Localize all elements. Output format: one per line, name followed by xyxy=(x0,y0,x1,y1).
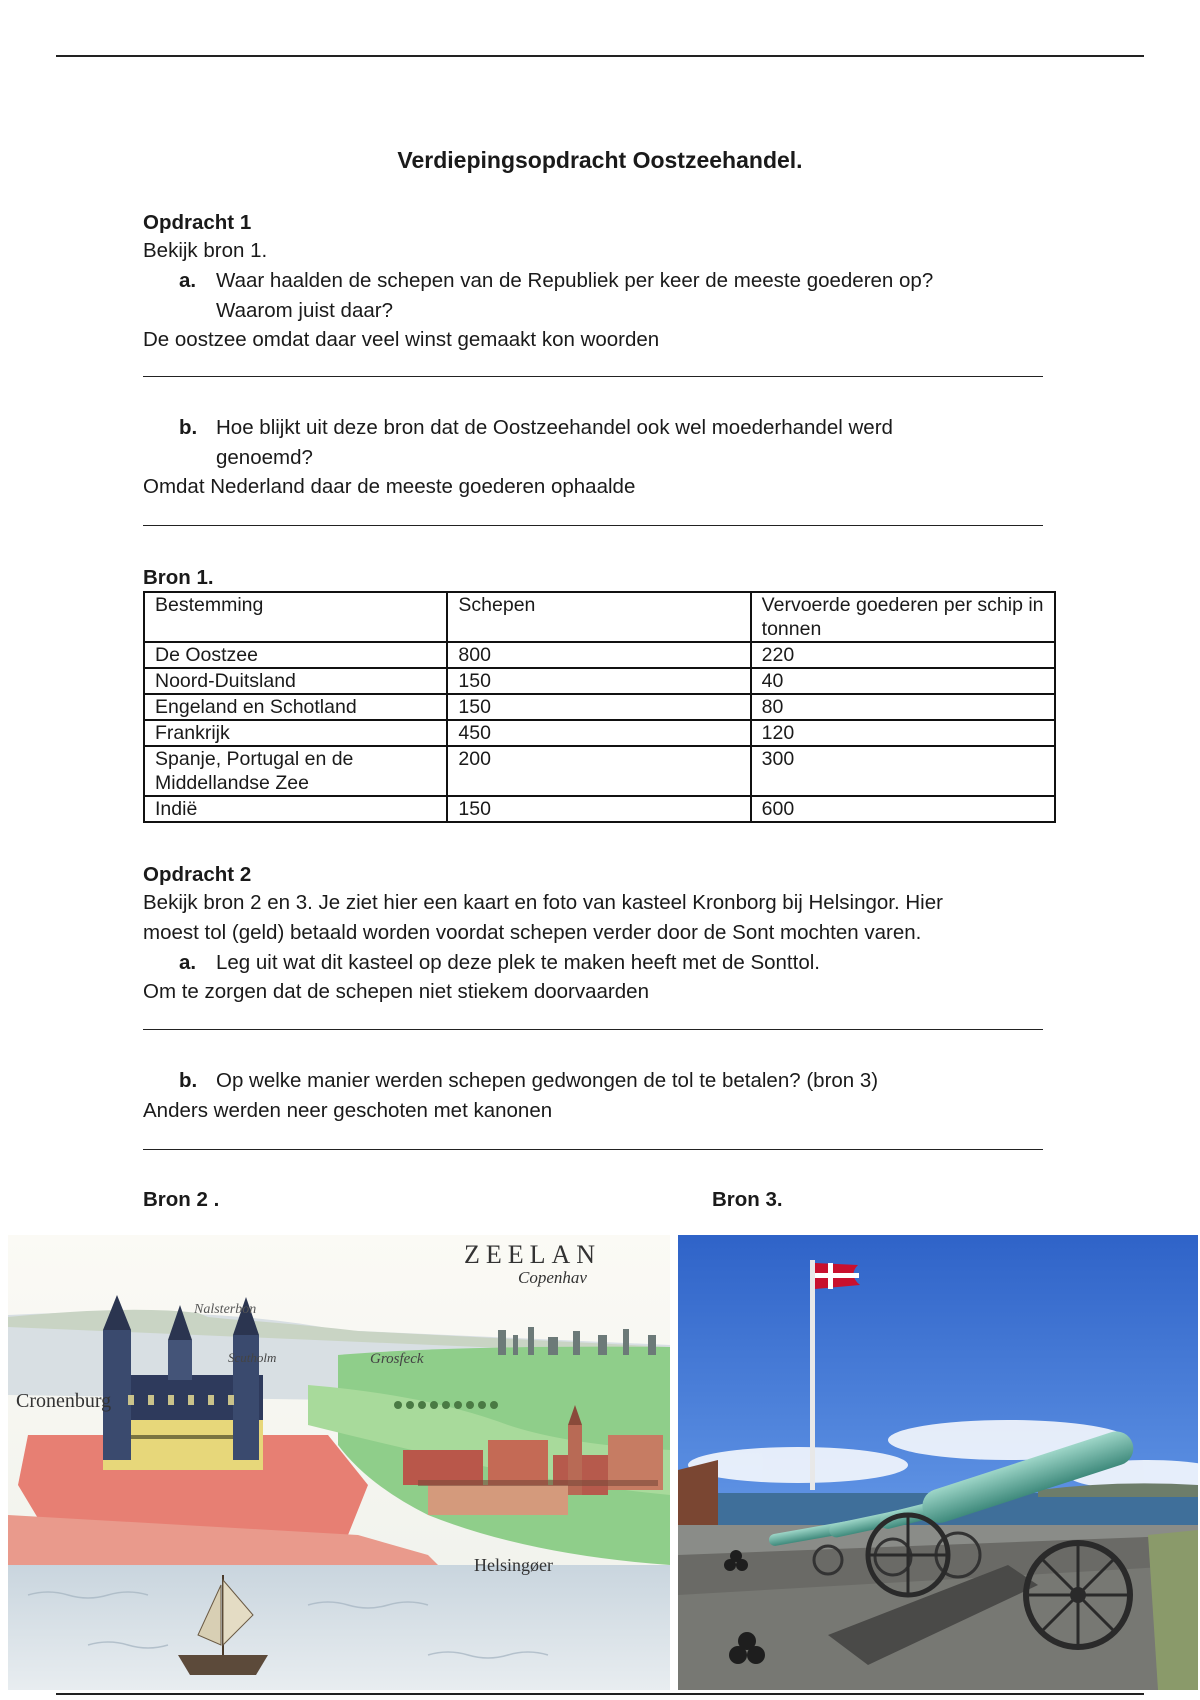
table-cell: 200 xyxy=(447,746,750,796)
table-cell: Spanje, Portugal en de Middellandse Zee xyxy=(144,746,447,796)
header-cell: Vervoerde goederen per schip in tonnen xyxy=(751,592,1055,642)
table-cell: Frankrijk xyxy=(144,720,447,746)
question-text: Hoe blijkt uit deze bron dat de Oostzeehandel ook wel moederhandel werd xyxy=(216,416,893,439)
opdracht1-question-b-cont: genoemd? xyxy=(216,446,313,469)
table-cell: De Oostzee xyxy=(144,642,447,668)
map-label-helsingor: Helsingøer xyxy=(474,1555,553,1575)
header-rule xyxy=(56,55,1144,57)
bron1-table xyxy=(143,591,1056,823)
bron2-title: Bron 2 . xyxy=(143,1188,220,1211)
answer-line xyxy=(143,525,1043,526)
table-row xyxy=(144,746,1055,796)
table-cell: 150 xyxy=(447,668,750,694)
bron2-map-image xyxy=(8,1235,670,1690)
map-label-copenhagen: Copenhav xyxy=(518,1268,587,1287)
question-label: b. xyxy=(179,416,198,439)
table-cell: 120 xyxy=(751,720,1055,746)
cannons-photo-illustration xyxy=(678,1235,1198,1690)
question-text: Op welke manier werden schepen gedwongen de tol te betalen? (bron 3) xyxy=(216,1069,879,1092)
table-row xyxy=(144,796,1055,822)
answer-line xyxy=(143,1149,1043,1150)
map-label-grosfeck: Grosfeck xyxy=(370,1351,424,1367)
header-cell: Schepen xyxy=(447,592,750,642)
table-cell: Indië xyxy=(144,796,447,822)
question-label: a. xyxy=(179,269,197,292)
map-label-cronenburg: Cronenburg xyxy=(16,1390,112,1412)
answer-line xyxy=(143,376,1043,377)
map-label-scutholm: Scutholm xyxy=(228,1350,277,1365)
opdracht1-question-a-cont: Waarom juist daar? xyxy=(216,299,393,322)
table-cell: 150 xyxy=(447,694,750,720)
map-label-zeeland: ZEELAN xyxy=(464,1240,602,1269)
table-row xyxy=(144,694,1055,720)
table-row xyxy=(144,642,1055,668)
map-label-nalsterbon: Nalsterbon xyxy=(194,1302,257,1317)
bron3-photo xyxy=(678,1235,1198,1690)
opdracht1-answer-b[interactable]: Omdat Nederland daar de meeste goederen ophaalde xyxy=(143,475,636,498)
answer-line xyxy=(143,1029,1043,1030)
opdracht2-heading: Opdracht 2 xyxy=(143,863,252,886)
bron1-title: Bron 1. xyxy=(143,566,214,589)
danish-flag-icon xyxy=(815,1263,860,1289)
question-text: Leg uit wat dit kasteel op deze plek te maken heeft met de Sonttol. xyxy=(216,951,820,974)
table-cell: Engeland en Schotland xyxy=(144,694,447,720)
opdracht2-intro-line2: moest tol (geld) betaald worden voordat schepen verder door de Sont mochten varen. xyxy=(143,921,922,944)
opdracht2-intro-line1: Bekijk bron 2 en 3. Je ziet hier een kaart en foto van kasteel Kronborg bij Helsingor. Hier xyxy=(143,891,943,914)
table-row xyxy=(144,720,1055,746)
table-cell: 80 xyxy=(751,694,1055,720)
table-cell: 450 xyxy=(447,720,750,746)
table-cell: 40 xyxy=(751,668,1055,694)
opdracht2-answer-b[interactable]: Anders werden neer geschoten met kanonen xyxy=(143,1099,553,1122)
table-row xyxy=(144,668,1055,694)
page-title: Verdiepingsopdracht Oostzeehandel. xyxy=(397,147,803,173)
kronborg-map-illustration xyxy=(8,1235,670,1690)
table-cell: 150 xyxy=(447,796,750,822)
question-label: a. xyxy=(179,951,197,974)
opdracht1-answer-a[interactable]: De oostzee omdat daar veel winst gemaakt kon woorden xyxy=(143,328,660,351)
table-cell: 220 xyxy=(751,642,1055,668)
bron3-title: Bron 3. xyxy=(712,1188,783,1211)
question-text: Waar haalden de schepen van de Republiek per keer de meeste goederen op? xyxy=(216,269,934,292)
table-header-row xyxy=(144,592,1055,642)
question-label: b. xyxy=(179,1069,198,1092)
header-cell: Bestemming xyxy=(144,592,447,642)
table-cell: 300 xyxy=(751,746,1055,796)
opdracht2-answer-a[interactable]: Om te zorgen dat de schepen niet stiekem doorvaarden xyxy=(143,980,649,1003)
opdracht1-heading: Opdracht 1 xyxy=(143,211,252,234)
opdracht1-intro: Bekijk bron 1. xyxy=(143,239,268,262)
footer-rule xyxy=(56,1693,1144,1695)
table-cell: 600 xyxy=(751,796,1055,822)
table-cell: Noord-Duitsland xyxy=(144,668,447,694)
table-cell: 800 xyxy=(447,642,750,668)
